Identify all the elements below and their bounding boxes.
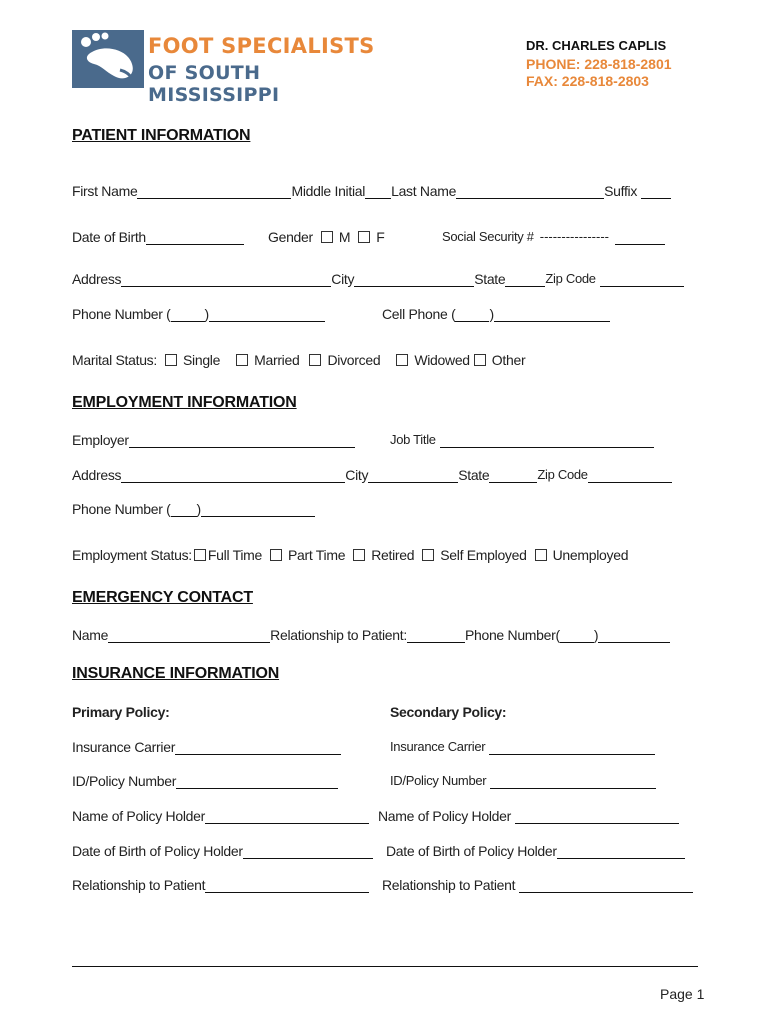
employer-field[interactable] <box>72 432 355 448</box>
zip-label: Zip Code <box>545 271 596 286</box>
part-time-label: Part Time <box>287 547 346 563</box>
emp-state-label: State <box>458 467 490 483</box>
self-employed-checkbox[interactable] <box>422 549 434 561</box>
office-fax: FAX: 228-818-2803 <box>526 73 649 89</box>
footer-divider <box>72 966 698 967</box>
office-phone: PHONE: 228-818-2801 <box>526 56 672 72</box>
emp-city-label: City <box>345 467 369 483</box>
divorced-checkbox[interactable] <box>309 354 321 366</box>
self-employed-label: Self Employed <box>440 547 527 563</box>
emp-address-label: Address <box>72 467 122 483</box>
gender-label: Gender <box>268 229 313 245</box>
emergency-relationship-label: Relationship to Patient: <box>270 627 407 643</box>
emergency-contact-row[interactable] <box>72 627 670 643</box>
date-of-birth-field[interactable] <box>72 229 244 245</box>
primary-policy-label: Primary Policy: <box>72 704 170 720</box>
section-title-employment: EMPLOYMENT INFORMATION <box>72 394 297 411</box>
secondary-holder-label: Name of Policy Holder <box>378 808 511 824</box>
secondary-holder-dob-label: Date of Birth of Policy Holder <box>386 843 557 859</box>
other-checkbox[interactable] <box>474 354 486 366</box>
primary-holder-label: Name of Policy Holder <box>72 808 205 824</box>
retired-label: Retired <box>371 547 415 563</box>
employer-label: Employer <box>72 432 129 448</box>
married-checkbox[interactable] <box>236 354 248 366</box>
secondary-holder-dob-field[interactable] <box>386 843 685 859</box>
ssn-field[interactable] <box>442 229 665 245</box>
full-time-label: Full Time <box>207 547 262 563</box>
phone-label: Phone Number ( <box>72 306 171 322</box>
other-label: Other <box>491 352 526 368</box>
married-label: Married <box>254 352 300 368</box>
last-name-label: Last Name <box>391 183 457 199</box>
logo-line-1: FOOT SPECIALISTS <box>148 34 375 58</box>
secondary-id-field[interactable] <box>390 773 656 789</box>
state-label: State <box>474 271 506 287</box>
section-title-emergency: EMERGENCY CONTACT <box>72 589 253 606</box>
first-name-field[interactable] <box>72 183 671 199</box>
emergency-phone-label: Phone Number( <box>464 627 560 643</box>
gender-m-checkbox[interactable] <box>321 231 333 243</box>
job-title-label: Job Title <box>390 432 436 447</box>
primary-holder-dob-label: Date of Birth of Policy Holder <box>72 843 243 859</box>
secondary-id-label: ID/Policy Number <box>390 773 487 788</box>
divorced-label: Divorced <box>327 352 381 368</box>
widowed-label: Widowed <box>414 352 470 368</box>
secondary-policy-label: Secondary Policy: <box>390 704 507 720</box>
secondary-carrier-field[interactable] <box>390 739 655 755</box>
logo <box>72 30 392 106</box>
middle-initial-label: Middle Initial <box>291 183 366 199</box>
section-title-insurance: INSURANCE INFORMATION <box>72 665 280 682</box>
secondary-relationship-label: Relationship to Patient <box>382 877 516 893</box>
emergency-name-label: Name <box>72 627 109 643</box>
dob-label: Date of Birth <box>72 229 146 245</box>
primary-relationship-field[interactable] <box>72 877 369 893</box>
unemployed-label: Unemployed <box>552 547 629 563</box>
emergency-phone-paren: ) <box>593 627 599 643</box>
single-label: Single <box>182 352 221 368</box>
employment-status-group <box>72 547 628 563</box>
city-label: City <box>331 271 355 287</box>
secondary-relationship-field[interactable] <box>382 877 693 893</box>
marital-status-group <box>72 352 525 368</box>
secondary-holder-field[interactable] <box>378 808 679 824</box>
doctor-name: DR. CHARLES CAPLIS <box>526 38 667 53</box>
part-time-checkbox[interactable] <box>270 549 282 561</box>
employer-phone-field[interactable] <box>72 501 315 517</box>
primary-holder-field[interactable] <box>72 808 369 824</box>
address-field[interactable] <box>72 271 684 287</box>
marital-label: Marital Status: <box>72 352 157 368</box>
secondary-carrier-label: Insurance Carrier <box>390 739 486 754</box>
suffix-label: Suffix <box>604 183 638 199</box>
phone-paren: ) <box>204 306 209 322</box>
phone-number-field[interactable] <box>72 306 325 322</box>
gender-field[interactable] <box>268 229 385 245</box>
unemployed-checkbox[interactable] <box>535 549 547 561</box>
address-label: Address <box>72 271 122 287</box>
cell-label: Cell Phone ( <box>382 306 456 322</box>
primary-carrier-label: Insurance Carrier <box>72 739 176 755</box>
primary-relationship-label: Relationship to Patient <box>72 877 206 893</box>
logo-foot-icon <box>72 30 144 88</box>
job-title-field[interactable] <box>390 432 654 448</box>
primary-id-field[interactable] <box>72 773 338 789</box>
cell-paren: ) <box>489 306 494 322</box>
primary-id-label: ID/Policy Number <box>72 773 177 789</box>
retired-checkbox[interactable] <box>353 549 365 561</box>
emp-phone-label: Phone Number ( <box>72 501 171 517</box>
gender-m-label: M <box>338 229 351 245</box>
full-time-checkbox[interactable] <box>194 549 206 561</box>
ssn-label: Social Security # <box>442 229 534 244</box>
page-number: Page 1 <box>660 986 705 1002</box>
primary-holder-dob-field[interactable] <box>72 843 373 859</box>
gender-f-label: F <box>376 229 385 245</box>
single-checkbox[interactable] <box>165 354 177 366</box>
gender-f-checkbox[interactable] <box>358 231 370 243</box>
employer-address-field[interactable] <box>72 467 672 483</box>
widowed-checkbox[interactable] <box>396 354 408 366</box>
section-title-patient: PATIENT INFORMATION <box>72 127 251 144</box>
logo-line-2: OF SOUTH MISSISSIPPI <box>148 62 280 106</box>
cell-phone-field[interactable] <box>382 306 610 322</box>
ssn-dashes: ---------------- <box>539 229 609 244</box>
emp-status-label: Employment Status: <box>72 547 192 563</box>
emp-phone-paren: ) <box>196 501 201 517</box>
primary-carrier-field[interactable] <box>72 739 341 755</box>
emp-zip-label: Zip Code <box>537 467 588 482</box>
first-name-label: First Name <box>72 183 138 199</box>
